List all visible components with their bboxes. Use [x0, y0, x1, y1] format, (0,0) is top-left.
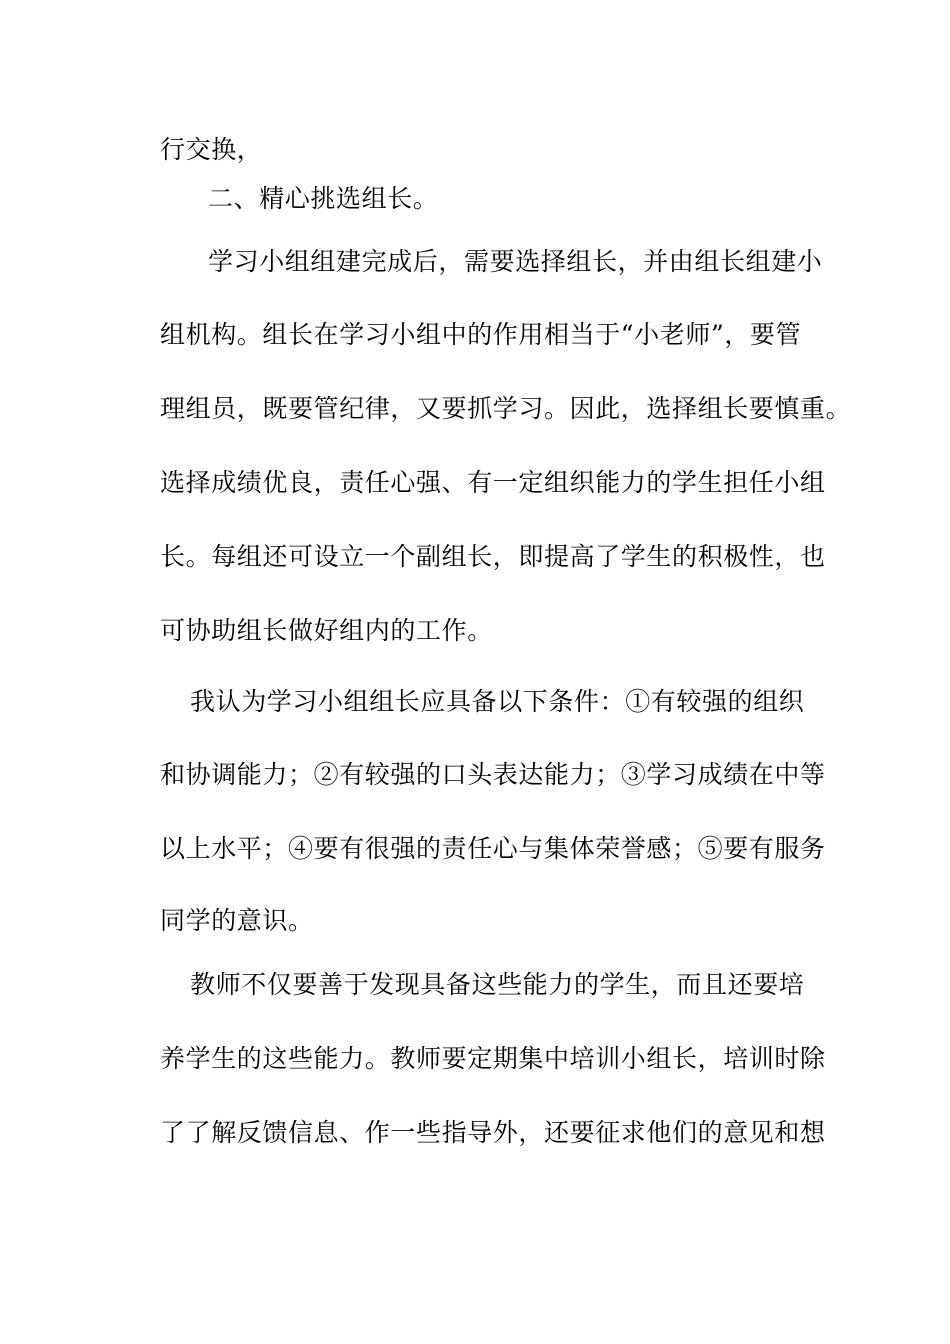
text-line-4: 组机构。组长在学习小组中的作用相当于“小老师”，要管	[160, 320, 802, 349]
text-line-14: 养学生的这些能力。教师要定期集中培训小组长，培训时除	[160, 1044, 826, 1073]
text-line-15: 了了解反馈信息、作一些指导外，还要征求他们的意见和想	[160, 1118, 826, 1147]
text-line-1: 行交换，	[160, 135, 263, 164]
text-line-11: 以上水平；④要有很强的责任心与集体荣誉感；⑤要有服务	[160, 834, 826, 863]
text-line-5: 理组员，既要管纪律，又要抓学习。因此，选择组长要慎重。	[160, 394, 852, 423]
text-line-12: 同学的意识。	[160, 906, 314, 935]
text-line-8: 可协助组长做好组内的工作。	[160, 616, 493, 645]
text-line-13: 教师不仅要善于发现具备这些能力的学生，而且还要培	[190, 970, 805, 999]
text-line-9: 我认为学习小组组长应具备以下条件：①有较强的组织	[190, 687, 805, 716]
text-line-10: 和协调能力；②有较强的口头表达能力；③学习成绩在中等	[160, 760, 826, 789]
text-line-7: 长。每组还可设立一个副组长，即提高了学生的积极性，也	[160, 542, 826, 571]
text-line-6: 选择成绩优良，责任心强、有一定组织能力的学生担任小组	[160, 468, 826, 497]
section-heading: 二、精心挑选组长。	[208, 184, 439, 213]
text-line-3: 学习小组组建完成后，需要选择组长，并由组长组建小	[208, 247, 823, 276]
